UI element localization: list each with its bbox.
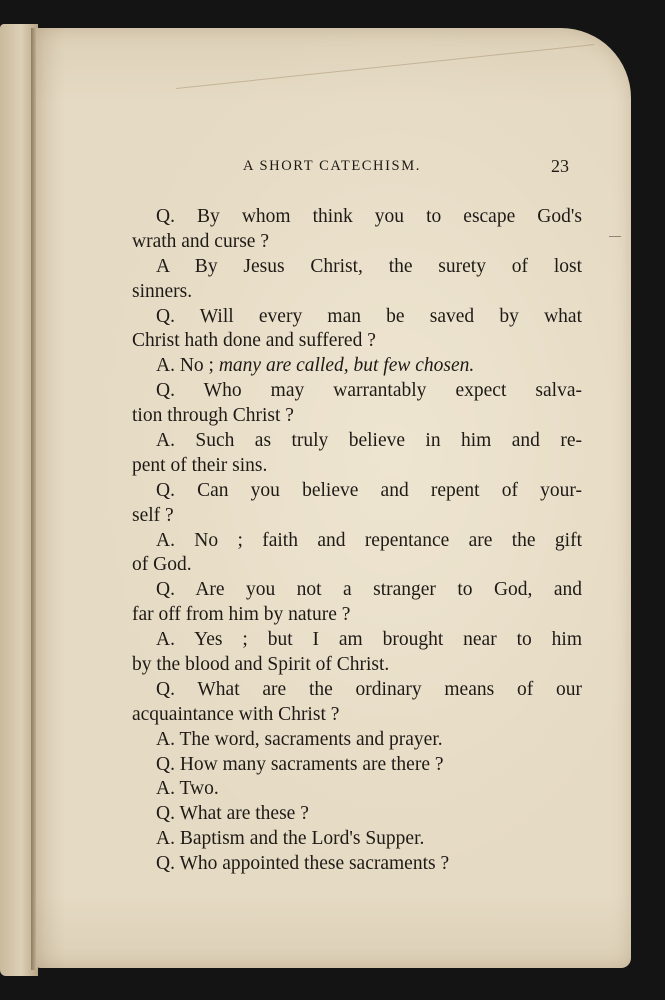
- text-line: Q. Can you believe and repent of your-: [156, 479, 582, 501]
- text-line: Q. Who may warrantably expect salva-: [156, 380, 582, 402]
- text-line: pent of their sins.: [132, 454, 268, 476]
- text-line: Q. How many sacraments are there ?: [156, 753, 444, 775]
- text-line: by the blood and Spirit of Christ.: [132, 654, 390, 676]
- running-title: A SHORT CATECHISM.: [243, 158, 421, 174]
- page-number: 23: [551, 156, 569, 176]
- text-line: Q. What are these ?: [156, 803, 309, 825]
- page-crease: [176, 44, 594, 89]
- text-line: Q. Who appointed these sacraments ?: [156, 853, 450, 875]
- text-line: of God.: [132, 554, 192, 576]
- text-line-mixed: [132, 354, 582, 379]
- text-line: tion through Christ ?: [132, 405, 294, 427]
- text-line: A. Baptism and the Lord's Supper.: [156, 828, 425, 850]
- text-line: self ?: [132, 504, 174, 526]
- text-line: A. Such as truly believe in him and re-: [156, 430, 582, 452]
- text-line: A. The word, sacraments and prayer.: [156, 728, 443, 750]
- text-line: A. Yes ; but I am brought near to him: [156, 629, 582, 651]
- text-line: A By Jesus Christ, the surety of lost: [156, 255, 582, 277]
- catechism-text: [132, 205, 582, 877]
- text-line: wrath and curse ?: [132, 230, 269, 252]
- book-page: [36, 28, 631, 968]
- text-line: Q. What are the ordinary means of our: [156, 678, 582, 700]
- text-line: A. No ; faith and repentance are the gift: [156, 529, 582, 551]
- text-line: Christ hath done and suffered ?: [132, 330, 376, 352]
- text-line: Q. Will every man be saved by what: [156, 305, 582, 327]
- text-line: Q. Are you not a stranger to God, and: [156, 579, 582, 601]
- answer-lead: A. No ;: [156, 355, 219, 377]
- text-line: sinners.: [132, 280, 193, 302]
- running-header: [36, 156, 631, 180]
- text-line: acquaintance with Christ ?: [132, 703, 340, 725]
- text-line: A. Two.: [156, 778, 219, 800]
- text-line: far off from him by nature ?: [132, 604, 351, 626]
- text-line: Q. By whom think you to escape God's: [156, 206, 582, 227]
- italic-quote: many are called, but few chosen.: [218, 355, 475, 377]
- margin-mark: [609, 236, 621, 237]
